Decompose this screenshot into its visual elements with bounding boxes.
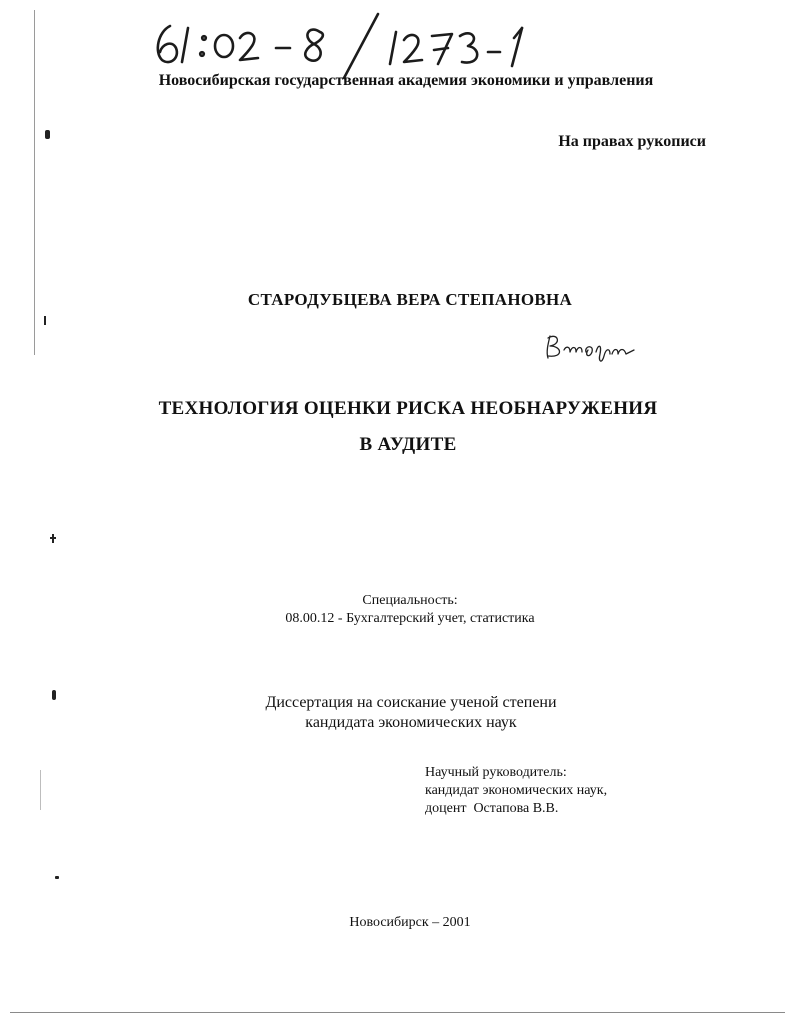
degree-statement-line-2: кандидата экономических наук bbox=[305, 714, 517, 731]
dissertation-title-line-2: В АУДИТЕ bbox=[359, 434, 457, 455]
handwritten-signature bbox=[540, 330, 640, 366]
dissertation-title-line-1: ТЕХНОЛОГИЯ ОЦЕНКИ РИСКА НЕОБНАРУЖЕНИЯ bbox=[158, 398, 658, 419]
scan-edge-left-lower bbox=[40, 770, 41, 810]
institution-name: Новосибирская государственная академия экономики и управления bbox=[158, 72, 654, 89]
advisor-degree: кандидат экономических наук, bbox=[425, 783, 608, 798]
scan-speck bbox=[45, 130, 50, 139]
place-and-year: Новосибирск – 2001 bbox=[349, 915, 471, 930]
scan-speck bbox=[52, 534, 54, 543]
handwritten-archive-number bbox=[148, 8, 548, 80]
scan-edge-bottom bbox=[10, 1012, 785, 1013]
scan-speck bbox=[44, 316, 46, 325]
advisor-name: доцент Остапова В.В. bbox=[425, 801, 559, 816]
manuscript-note: На правах рукописи bbox=[558, 133, 706, 150]
advisor-label: Научный руководитель: bbox=[425, 765, 567, 780]
degree-statement-line-1: Диссертация на соискание ученой степени bbox=[265, 694, 557, 711]
scan-speck bbox=[55, 876, 59, 879]
specialty-value: 08.00.12 - Бухгалтерский учет, статистика bbox=[285, 611, 535, 626]
author-name: СТАРОДУБЦЕВА ВЕРА СТЕПАНОВНА bbox=[247, 290, 573, 309]
specialty-label: Специальность: bbox=[362, 593, 458, 608]
